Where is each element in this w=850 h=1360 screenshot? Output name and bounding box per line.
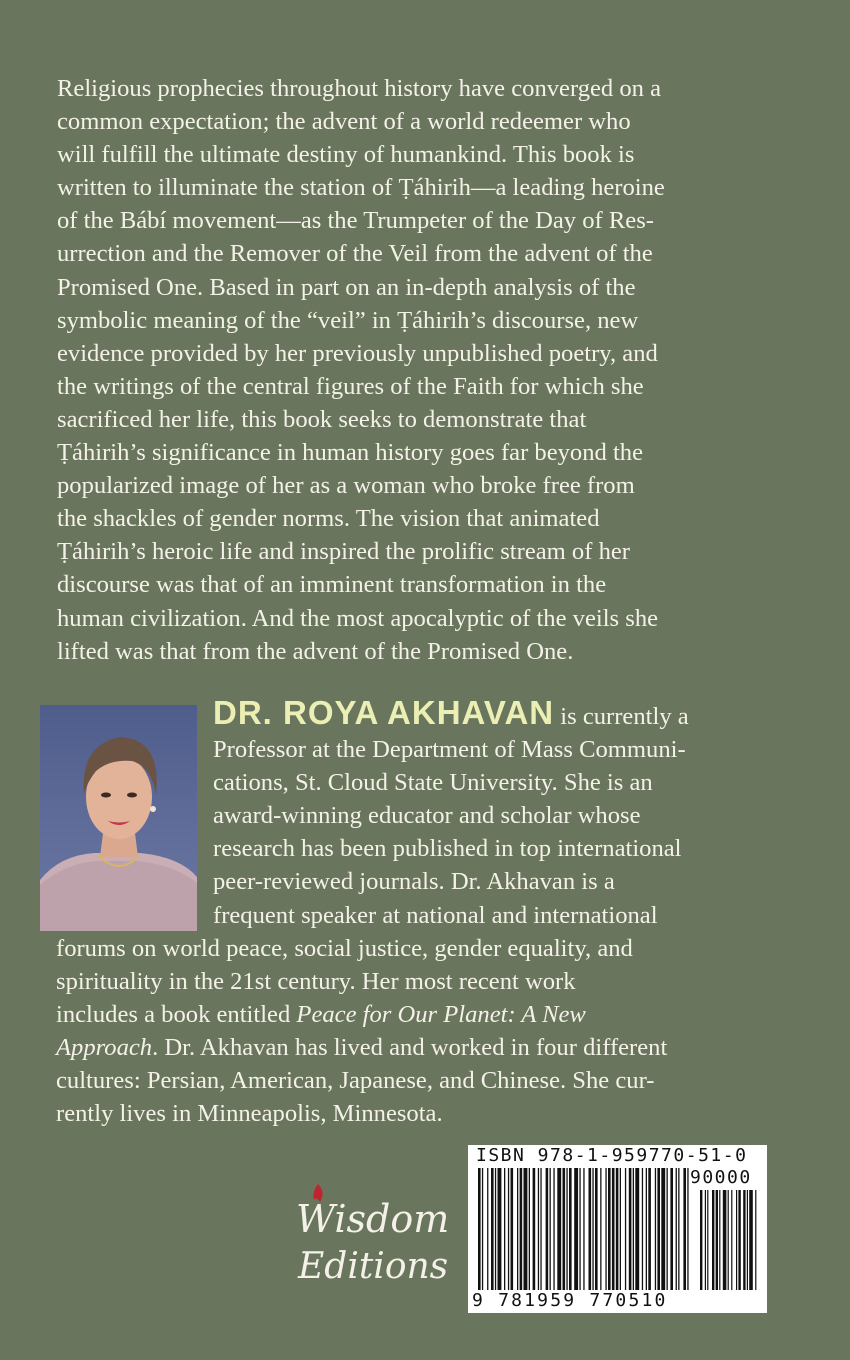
barcode-bar [487,1168,488,1290]
bio-line: rently lives in Minneapolis, Minnesota. [56,1100,443,1128]
description-line: urrection and the Remover of the Veil from the advent of the [57,240,653,268]
book-title-end: Approach [56,1033,153,1061]
description-line: evidence provided by her previously unpublished poetry, and [57,339,658,367]
barcode-bar [520,1168,523,1290]
book-line-suffix: . Dr. Akhavan has lived and worked in four different [152,1033,668,1061]
barcode-bar [616,1168,619,1290]
barcode-bar [517,1168,518,1290]
barcode-bar [605,1168,606,1290]
addon-bar [728,1190,729,1290]
description-line: Promised One. Based in part on an in-depth analysis of the [57,273,636,301]
barcode-bar [550,1168,551,1290]
bio-line-book-end [56,1031,796,1064]
description-line: Ṭáhirih’s significance in human history goes far beyond the [57,439,643,467]
barcode-bar [508,1168,509,1290]
barcode-bar [620,1168,621,1290]
barcode-bar [563,1168,566,1290]
barcode-bar [687,1168,688,1290]
addon-bar [719,1190,720,1290]
book-description [57,72,797,668]
barcode-bar [678,1168,679,1290]
barcode-bar [511,1168,514,1290]
addon-bar [731,1190,732,1290]
barcode-bar [683,1168,686,1290]
description-line: Ṭáhirih’s heroic life and inspired the prolific stream of her [57,538,630,566]
barcode-bar [533,1168,536,1290]
barcode-bar [625,1168,626,1290]
bio-line: frequent speaker at national and international [213,901,658,929]
ean-digits: 9 781959 770510 [472,1290,668,1311]
barcode-bar [557,1168,561,1290]
barcode-bar [553,1168,554,1290]
barcode-bar [676,1168,677,1290]
barcode-bar [478,1168,481,1290]
addon-bar [707,1190,708,1290]
bio-line: Professor at the Department of Mass Communi- [213,736,686,764]
description-line: common expectation; the advent of a world redeemer who [57,108,631,136]
isbn-label: ISBN 978-1-959770-51-0 [476,1145,748,1166]
description-line: sacrificed her life, this book seeks to demonstrate that [57,405,587,433]
barcode-bar [655,1168,656,1290]
bio-line: research has been published in top international [213,835,682,863]
barcode-bar [540,1168,541,1290]
barcode-bar [498,1168,502,1290]
description-line: of the Bábí movement—as the Trumpeter of the Day of Res- [57,207,654,235]
publisher-logo [290,1180,450,1290]
bio-line: cultures: Persian, American, Japanese, and Chinese. She cur- [56,1067,655,1095]
barcode-bar [491,1168,494,1290]
description-line: the writings of the central figures of the Faith for which she [57,372,644,400]
publisher-line1: Wisdom [296,1197,450,1241]
book-title: Peace for Our Planet: A New [296,1000,586,1028]
barcode-bar [657,1168,660,1290]
addon-bar [712,1190,714,1290]
barcode-bar [670,1168,673,1290]
description-line: Religious prophecies throughout history have converged on a [57,75,662,102]
barcode-bar [600,1168,601,1290]
bio-line: forums on world peace, social justice, gender equality, and [56,934,633,962]
barcode-bar [608,1168,611,1290]
barcode-bar [583,1168,584,1290]
barcode-bar [592,1168,593,1290]
barcode-bar [566,1168,567,1290]
barcode-bar [482,1168,483,1290]
barcode-bar [495,1168,496,1290]
barcode-bar [642,1168,643,1290]
barcode-bar [504,1168,505,1290]
addon-bar [705,1190,706,1290]
description-line: lifted was that from the advent of the Promised One. [57,637,574,665]
barcode-bar [595,1168,598,1290]
description-line: written to illuminate the station of Ṭáhirih—a leading heroine [57,174,665,202]
addon-bar [738,1190,740,1290]
barcode-bar [667,1168,668,1290]
barcode-bar [569,1168,572,1290]
bio-line: cations, St. Cloud State University. She is an [213,769,653,797]
description-line: popularized image of her as a woman who broke free from [57,472,635,500]
barcode-bars [478,1168,758,1292]
addon-bar [755,1190,756,1290]
barcode-bar [612,1168,615,1290]
barcode-bar [529,1168,530,1290]
author-name: DR. ROYA AKHAVAN [213,694,555,731]
barcode-bar [574,1168,578,1290]
barcode-bar [633,1168,634,1290]
description-line: symbolic meaning of the “veil” in Ṭáhirih’s discourse, new [57,306,639,334]
author-name-suffix: is currently a [554,703,689,730]
author-bio [56,694,796,1130]
bio-line: award-winning educator and scholar whose [213,802,641,830]
barcode-bar [538,1168,539,1290]
addon-bar [743,1190,745,1290]
barcode-bar [546,1168,549,1290]
addon-bar [736,1190,737,1290]
bio-line: peer-reviewed journals. Dr. Akhavan is a [213,868,615,896]
barcode-bar [635,1168,639,1290]
barcode-bar [648,1168,651,1290]
barcode-bar [646,1168,647,1290]
description-line: discourse was that of an imminent transformation in the [57,571,607,599]
addon-bar [747,1190,748,1290]
bio-line: spirituality in the 21st century. Her most recent work [56,967,576,995]
addon-bar [723,1190,727,1290]
addon-bar [749,1190,753,1290]
addon-bar [716,1190,718,1290]
price-code: 90000 [690,1167,752,1188]
description-line: human civilization. And the most apocalyptic of the veils she [57,604,659,632]
description-line: will fulfill the ultimate destiny of humankind. This book is [57,141,635,169]
barcode-bar [579,1168,580,1290]
publisher-line2: Editions [298,1246,449,1287]
barcode-bar [524,1168,528,1290]
barcode-bar [629,1168,632,1290]
addon-bar [700,1190,702,1290]
book-line-prefix: includes a book entitled [56,1000,297,1028]
barcode-bar [661,1168,665,1290]
description-line: the shackles of gender norms. The vision that animated [57,505,600,533]
barcode-bar [589,1168,592,1290]
bio-line-book [56,998,796,1031]
isbn-barcode [468,1145,767,1313]
